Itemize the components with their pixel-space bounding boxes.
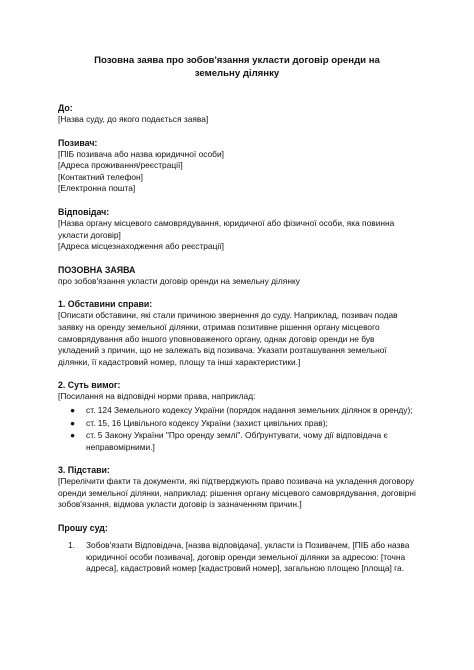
claims-essence-intro: [Посилання на відповідні норми права, наприклад:	[58, 391, 256, 402]
claims-essence-section	[58, 379, 416, 453]
list-item-text: ст. 15, 16 Цивільного кодексу України (захист цивільних прав);	[86, 417, 328, 428]
list-item-text: ст. 124 Земельного кодексу України (порядок надання земельних ділянок в оренду);	[86, 404, 413, 415]
claim-heading: ПОЗОВНА ЗАЯВА	[58, 264, 136, 275]
request-heading: Прошу суд:	[58, 523, 108, 534]
plaintiff-name-placeholder: [ПІБ позивача або назва юридичної особи]	[58, 148, 224, 159]
document-title: Позовна заява про зобов'язання укласти договір оренди на земельну ділянку	[94, 55, 380, 79]
list-item	[68, 540, 416, 575]
plaintiff-address-placeholder: [Адреса проживання/реєстрації]	[58, 160, 183, 171]
list-item	[70, 404, 416, 417]
defendant-section	[58, 206, 416, 253]
defendant-heading: Відповідач:	[58, 206, 110, 217]
to-heading: До:	[58, 103, 73, 113]
grounds-heading: 3. Підстави:	[58, 465, 110, 476]
list-item-number: 1.	[68, 540, 75, 551]
grounds-section	[58, 464, 416, 511]
defendant-address-placeholder: [Адреса місцезнаходження або реєстрації]	[58, 241, 224, 252]
list-item	[70, 430, 416, 453]
circumstances-section	[58, 298, 416, 368]
plaintiff-heading: Позивач:	[58, 137, 98, 148]
to-section	[58, 102, 416, 126]
claims-essence-heading: 2. Суть вимог:	[58, 380, 121, 391]
claim-section	[58, 264, 416, 288]
legal-references-list	[58, 405, 416, 453]
bullet-icon: ●	[70, 417, 76, 428]
plaintiff-section	[58, 137, 416, 195]
defendant-name-placeholder: [Назва органу місцевого самоврядування, юридичної або фізичної особи, яка повинна укласти договір]	[58, 217, 395, 240]
list-item-text: Зобов'язати Відповідача, [назва відповідача], укласти із Позивачем, [ПІБ або назва юридичної особи позивача], договір оренди земельної ділянки за адресою: [точна адреса], кадастровий номер [кадастровий номер], загальною площею [площа] га.	[86, 540, 410, 574]
request-list	[58, 540, 416, 575]
plaintiff-phone-placeholder: [Контактний телефон]	[58, 171, 143, 182]
circumstances-text: [Описати обставини, які стали причиною звернення до суду. Наприклад, позивач подав заявку на оренду земельної ділянки, отримав позитивне рішення органу місцевого самоврядування або іншого уповноваженого органу, однак договір оренди не був укладений з причин, що не залежать від позивача. Указати розташування земельної ділянки, її кадастровий номер, площу та інші характеристики.]	[58, 310, 398, 367]
bullet-icon: ●	[70, 404, 76, 415]
grounds-text: [Перелічити факти та документи, які підтверджують право позивача на укладення договору оренди земельної ділянки, наприклад: рішення органу місцевого самоврядування, договірні зобов'язання, відмова укласти договір із зазначенням причин.]	[58, 476, 416, 510]
circumstances-heading: 1. Обставини справи:	[58, 299, 153, 310]
claim-subtitle: про зобов'язання укласти договір оренди на земельну ділянку	[58, 275, 300, 286]
list-item	[70, 417, 416, 430]
bullet-icon: ●	[70, 430, 76, 441]
plaintiff-email-placeholder: [Електронна пошта]	[58, 183, 136, 194]
request-section	[58, 522, 416, 575]
list-item-text: ст. 5 Закону України "Про оренду землі". Обґрунтувати, чому дії відповідача є неправомірними.]	[86, 430, 388, 452]
court-name-placeholder: [Назва суду, до якого подається заява]	[58, 114, 209, 124]
